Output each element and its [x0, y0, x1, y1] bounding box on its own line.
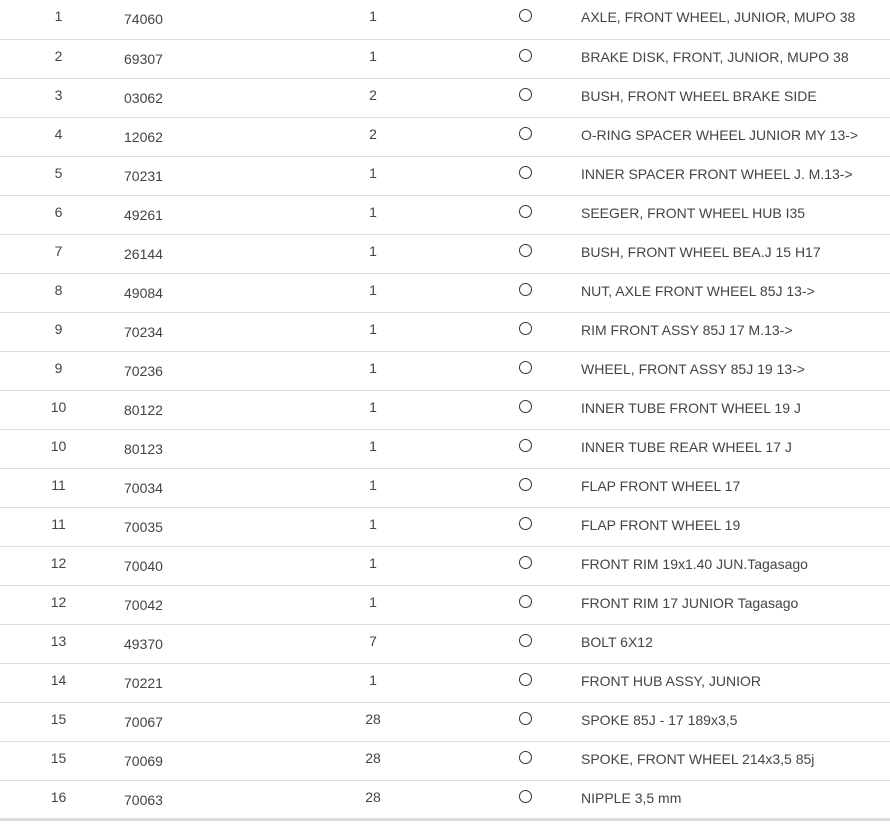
position-cell: 11 — [0, 507, 117, 546]
select-cell — [469, 507, 581, 546]
quantity-cell: 1 — [277, 663, 469, 702]
table-row — [0, 117, 890, 156]
quantity-cell: 28 — [277, 780, 469, 819]
select-radio[interactable] — [519, 49, 532, 62]
select-cell — [469, 195, 581, 234]
table-row — [0, 234, 890, 273]
select-cell — [469, 78, 581, 117]
description-cell: BRAKE DISK, FRONT, JUNIOR, MUPO 38 — [581, 39, 890, 78]
position-cell: 3 — [0, 78, 117, 117]
part-code-cell: 49370 — [117, 624, 277, 663]
description-cell: INNER TUBE FRONT WHEEL 19 J — [581, 390, 890, 429]
description-cell: INNER SPACER FRONT WHEEL J. M.13-> — [581, 156, 890, 195]
position-cell: 8 — [0, 273, 117, 312]
select-radio[interactable] — [519, 673, 532, 686]
select-radio[interactable] — [519, 166, 532, 179]
position-cell: 10 — [0, 429, 117, 468]
quantity-cell: 1 — [277, 351, 469, 390]
part-code-cell: 80122 — [117, 390, 277, 429]
select-cell — [469, 429, 581, 468]
select-radio[interactable] — [519, 127, 532, 140]
quantity-cell: 1 — [277, 156, 469, 195]
position-cell: 15 — [0, 702, 117, 741]
part-code-cell: 70035 — [117, 507, 277, 546]
table-row — [0, 78, 890, 117]
position-cell: 9 — [0, 351, 117, 390]
quantity-cell: 28 — [277, 702, 469, 741]
select-radio[interactable] — [519, 712, 532, 725]
part-code-cell: 70221 — [117, 663, 277, 702]
description-cell: FRONT RIM 17 JUNIOR Tagasago — [581, 585, 890, 624]
table-row — [0, 0, 890, 39]
description-cell: NIPPLE 3,5 mm — [581, 780, 890, 819]
quantity-cell: 1 — [277, 195, 469, 234]
select-cell — [469, 390, 581, 429]
position-cell: 9 — [0, 312, 117, 351]
table-row — [0, 351, 890, 390]
position-cell: 5 — [0, 156, 117, 195]
part-code-cell: 70069 — [117, 741, 277, 780]
position-cell: 14 — [0, 663, 117, 702]
part-code-cell: 12062 — [117, 117, 277, 156]
description-cell: FRONT RIM 19x1.40 JUN.Tagasago — [581, 546, 890, 585]
quantity-cell: 1 — [277, 468, 469, 507]
part-code-cell: 70040 — [117, 546, 277, 585]
select-radio[interactable] — [519, 751, 532, 764]
position-cell: 12 — [0, 585, 117, 624]
table-row — [0, 156, 890, 195]
table-row — [0, 429, 890, 468]
select-cell — [469, 273, 581, 312]
select-cell — [469, 585, 581, 624]
description-cell: FRONT HUB ASSY, JUNIOR — [581, 663, 890, 702]
select-radio[interactable] — [519, 244, 532, 257]
table-row — [0, 273, 890, 312]
select-cell — [469, 0, 581, 39]
part-code-cell: 70231 — [117, 156, 277, 195]
quantity-cell: 7 — [277, 624, 469, 663]
select-radio[interactable] — [519, 790, 532, 803]
select-radio[interactable] — [519, 88, 532, 101]
select-radio[interactable] — [519, 556, 532, 569]
part-code-cell: 70067 — [117, 702, 277, 741]
quantity-cell: 1 — [277, 312, 469, 351]
select-radio[interactable] — [519, 634, 532, 647]
table-row — [0, 468, 890, 507]
select-radio[interactable] — [519, 595, 532, 608]
part-code-cell: 70236 — [117, 351, 277, 390]
table-row — [0, 390, 890, 429]
part-code-cell: 69307 — [117, 39, 277, 78]
position-cell: 12 — [0, 546, 117, 585]
quantity-cell: 2 — [277, 117, 469, 156]
table-row — [0, 741, 890, 780]
position-cell: 16 — [0, 780, 117, 819]
select-radio[interactable] — [519, 283, 532, 296]
part-code-cell: 03062 — [117, 78, 277, 117]
select-radio[interactable] — [519, 205, 532, 218]
select-cell — [469, 39, 581, 78]
table-row — [0, 546, 890, 585]
position-cell: 7 — [0, 234, 117, 273]
select-cell — [469, 546, 581, 585]
select-cell — [469, 234, 581, 273]
description-cell: AXLE, FRONT WHEEL, JUNIOR, MUPO 38 — [581, 0, 890, 39]
position-cell: 15 — [0, 741, 117, 780]
table-row — [0, 702, 890, 741]
table-row — [0, 312, 890, 351]
table-row — [0, 195, 890, 234]
select-cell — [469, 117, 581, 156]
quantity-cell: 1 — [277, 429, 469, 468]
select-radio[interactable] — [519, 517, 532, 530]
description-cell: SPOKE, FRONT WHEEL 214x3,5 85j — [581, 741, 890, 780]
description-cell: FLAP FRONT WHEEL 17 — [581, 468, 890, 507]
quantity-cell: 1 — [277, 39, 469, 78]
select-cell — [469, 741, 581, 780]
quantity-cell: 1 — [277, 546, 469, 585]
select-radio[interactable] — [519, 9, 532, 22]
table-row — [0, 663, 890, 702]
table-row — [0, 507, 890, 546]
table-row — [0, 585, 890, 624]
quantity-cell: 2 — [277, 78, 469, 117]
select-radio[interactable] — [519, 400, 532, 413]
position-cell: 10 — [0, 390, 117, 429]
table-row — [0, 624, 890, 663]
part-code-cell: 80123 — [117, 429, 277, 468]
description-cell: RIM FRONT ASSY 85J 17 M.13-> — [581, 312, 890, 351]
quantity-cell: 1 — [277, 273, 469, 312]
description-cell: SPOKE 85J - 17 189x3,5 — [581, 702, 890, 741]
table-row — [0, 780, 890, 819]
part-code-cell: 70063 — [117, 780, 277, 819]
position-cell: 2 — [0, 39, 117, 78]
description-cell: BUSH, FRONT WHEEL BEA.J 15 H17 — [581, 234, 890, 273]
description-cell: FLAP FRONT WHEEL 19 — [581, 507, 890, 546]
select-cell — [469, 624, 581, 663]
quantity-cell: 1 — [277, 585, 469, 624]
select-cell — [469, 468, 581, 507]
position-cell: 6 — [0, 195, 117, 234]
select-cell — [469, 312, 581, 351]
position-cell: 11 — [0, 468, 117, 507]
part-code-cell: 26144 — [117, 234, 277, 273]
quantity-cell: 1 — [277, 507, 469, 546]
description-cell: BUSH, FRONT WHEEL BRAKE SIDE — [581, 78, 890, 117]
table-row — [0, 39, 890, 78]
quantity-cell: 1 — [277, 0, 469, 39]
part-code-cell: 49084 — [117, 273, 277, 312]
description-cell: O-RING SPACER WHEEL JUNIOR MY 13-> — [581, 117, 890, 156]
description-cell: NUT, AXLE FRONT WHEEL 85J 13-> — [581, 273, 890, 312]
quantity-cell: 1 — [277, 390, 469, 429]
part-code-cell: 70034 — [117, 468, 277, 507]
select-cell — [469, 351, 581, 390]
select-radio[interactable] — [519, 478, 532, 491]
description-cell: WHEEL, FRONT ASSY 85J 19 13-> — [581, 351, 890, 390]
quantity-cell: 28 — [277, 741, 469, 780]
part-code-cell: 74060 — [117, 0, 277, 39]
select-cell — [469, 702, 581, 741]
part-code-cell: 70234 — [117, 312, 277, 351]
select-radio[interactable] — [519, 361, 532, 374]
select-cell — [469, 663, 581, 702]
description-cell: SEEGER, FRONT WHEEL HUB I35 — [581, 195, 890, 234]
select-radio[interactable] — [519, 439, 532, 452]
select-cell — [469, 780, 581, 819]
part-code-cell: 49261 — [117, 195, 277, 234]
description-cell: BOLT 6X12 — [581, 624, 890, 663]
position-cell: 13 — [0, 624, 117, 663]
quantity-cell: 1 — [277, 234, 469, 273]
description-cell: INNER TUBE REAR WHEEL 17 J — [581, 429, 890, 468]
position-cell: 1 — [0, 0, 117, 39]
select-cell — [469, 156, 581, 195]
part-code-cell: 70042 — [117, 585, 277, 624]
select-radio[interactable] — [519, 322, 532, 335]
position-cell: 4 — [0, 117, 117, 156]
